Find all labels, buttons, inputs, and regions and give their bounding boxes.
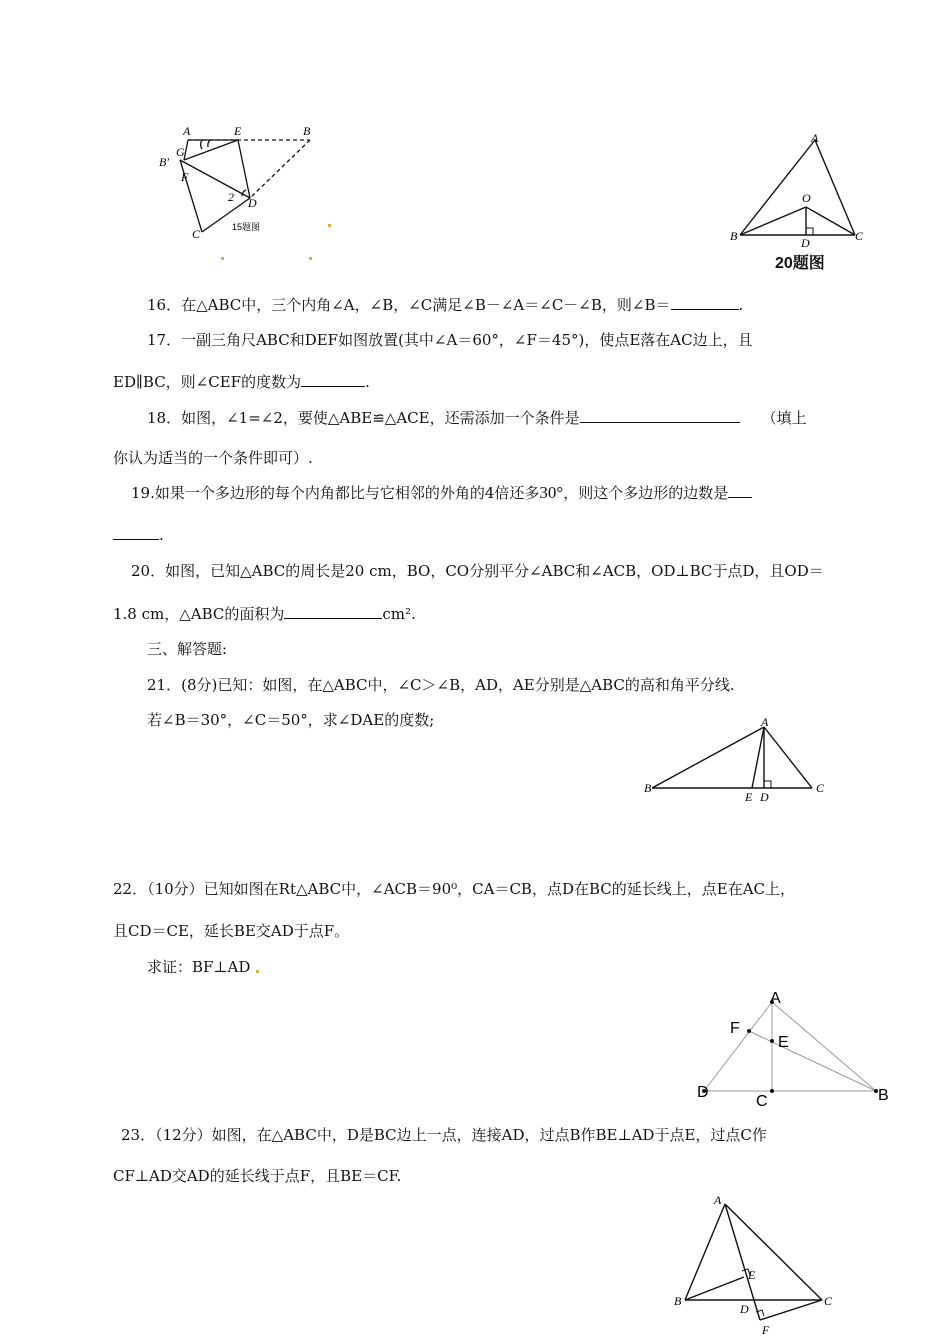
fig20-label-d: D	[801, 236, 810, 250]
fig23-label-a: A	[714, 1193, 722, 1207]
figure-22	[690, 985, 900, 1115]
answer-blank-16[interactable]	[671, 294, 739, 310]
section-3-heading: 三、解答题:	[147, 640, 228, 658]
fig15-label-f: F	[181, 170, 189, 184]
question-19-line1: 19.如果一个多边形的每个内角都比与它相邻的外角的4倍还多30°，则这个多边形的边数是	[131, 482, 752, 503]
question-21-line1: 21．(8分)已知：如图，在△ABC中，∠C＞∠B，AD，AE分别是△ABC的高和角平分线.	[147, 676, 735, 694]
fig15-label-c: C	[192, 227, 201, 241]
fig21-label-d: D	[760, 790, 769, 804]
fig15-label-e: E	[234, 124, 242, 138]
answer-blank-18[interactable]	[580, 407, 740, 423]
figure-23	[660, 1190, 860, 1340]
fig15-label-d: D	[248, 196, 257, 210]
fig20-label-a: A	[811, 131, 819, 145]
fig15-label-bprime: B′	[159, 155, 169, 169]
fig22-label-a: A	[770, 990, 781, 1007]
fig23-label-c: C	[824, 1294, 833, 1308]
speck	[328, 224, 331, 227]
question-17-line1: 17．一副三角尺ABC和DEF如图放置(其中∠A＝60°，∠F＝45°)，使点E落在AC边上，且	[147, 331, 753, 349]
fig15-label-2: 2	[228, 190, 234, 204]
fig15-label-b: B	[303, 124, 311, 138]
fig15-caption: 15题图	[232, 222, 261, 232]
question-17-line2: ED∥BC，则∠CEF的度数为 .	[113, 373, 370, 391]
fig23-label-e: E	[748, 1268, 756, 1282]
fig22-label-f: F	[730, 1020, 740, 1037]
question-22-line2: 且CD＝CE，延长BE交AD于点F。	[113, 922, 350, 940]
fig22-label-e: E	[778, 1034, 789, 1051]
question-22-line3: 求证：BF⊥AD	[147, 958, 251, 976]
question-18-line1: 18．如图，∠1=∠2，要使△ABE≌△ACE，还需添加一个条件是 （填上	[147, 409, 807, 427]
answer-blank-17[interactable]	[301, 371, 365, 387]
question-21-line2: 若∠B＝30°，∠C＝50°，求∠DAE的度数;	[147, 711, 435, 729]
question-16: 16．在△ABC中，三个内角∠A，∠B，∠C满足∠B－∠A＝∠C－∠B，则∠B＝ .	[147, 296, 744, 314]
fig22-label-c: C	[756, 1093, 768, 1110]
fig21-label-b: B	[644, 781, 652, 795]
answer-blank-20[interactable]	[284, 603, 382, 619]
answer-blank-19a[interactable]	[728, 482, 752, 498]
fig21-label-c: C	[816, 781, 825, 795]
fig20-label-c: C	[855, 229, 864, 243]
speck	[221, 257, 224, 260]
fig22-label-b: B	[878, 1087, 889, 1104]
fig21-label-e: E	[745, 790, 753, 804]
answer-blank-19b[interactable]	[113, 524, 159, 540]
question-20-line2: 1.8 cm，△ABC的面积为 cm².	[113, 605, 416, 623]
fig23-label-b: B	[674, 1294, 682, 1308]
question-19-line2: .	[113, 524, 164, 545]
fig20-caption: 20题图	[775, 255, 825, 272]
question-20-line1: 20．如图，已知△ABC的周长是20 cm，BO，CO分别平分∠ABC和∠ACB，OD⊥BC于点D，且OD＝	[131, 562, 824, 580]
speck	[309, 257, 312, 260]
figure-15	[150, 120, 350, 245]
fig15-label-g: G	[176, 145, 185, 159]
question-22-line1: 22．（10分）已知如图在Rt△ABC中，∠ACB＝90⁰，CA＝CB，点D在BC的延长线上，点E在AC上，	[113, 880, 796, 898]
question-23-line2: CF⊥AD交AD的延长线于点F，且BE＝CF.	[113, 1167, 402, 1185]
fig20-label-b: B	[730, 229, 738, 243]
fig23-label-f: F	[762, 1323, 770, 1337]
fig21-label-a: A	[761, 715, 769, 729]
fig23-label-d: D	[740, 1302, 749, 1316]
fig22-label-d: D	[697, 1084, 709, 1101]
question-18-line2: 你认为适当的一个条件即可）.	[113, 449, 313, 467]
figure-21	[640, 712, 840, 807]
fig20-label-o: O	[802, 191, 811, 205]
speck	[256, 970, 259, 973]
question-23-line1: 23．（12分）如图，在△ABC中，D是BC边上一点，连接AD，过点B作BE⊥AD于点E，过点C作	[121, 1126, 767, 1144]
fig15-label-a: A	[183, 124, 191, 138]
